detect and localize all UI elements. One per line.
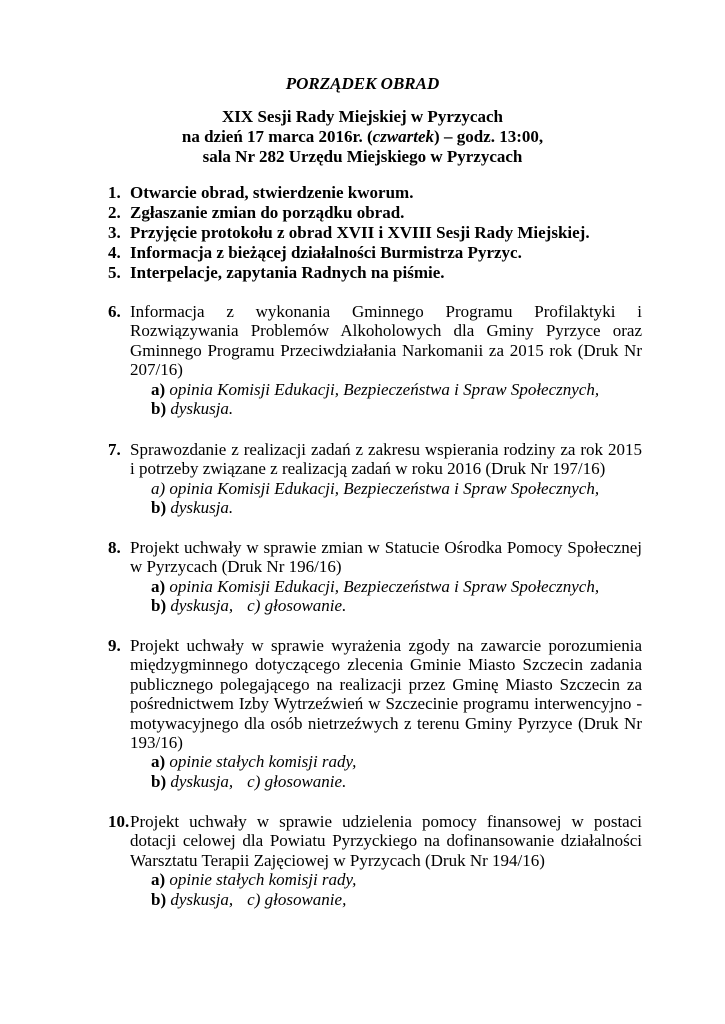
item-number: 3. (108, 223, 121, 242)
sub-letter: b) (151, 596, 167, 616)
sub-text: dyskusja. (170, 399, 234, 419)
session-date-prefix: na dzień 17 marca 2016r. ( (181, 127, 373, 146)
item-number: 6. (108, 302, 121, 321)
item-number: 10. (108, 812, 130, 831)
session-day: czwartek (372, 127, 435, 146)
sub-item-b (151, 596, 642, 615)
sub-letter: b) (151, 889, 167, 909)
item-text: Informacja z bieżącej działalności Burmistrza Pyrzyc. (130, 243, 522, 262)
sub-text: opinia Komisji Edukacji, Bezpieczeństwa i Spraw Społecznych, (169, 379, 600, 399)
sub-letter: a) (151, 870, 166, 890)
sub-item-b (151, 890, 642, 909)
session-room: sala Nr 282 Urzędu Miejskiego w Pyrzycach (202, 147, 523, 166)
sub-letter: a) (151, 752, 166, 772)
sub-text: opinie stałych komisji rady, (169, 752, 357, 772)
sub-item-a (151, 752, 642, 771)
sub-text: opinia Komisji Edukacji, Bezpieczeństwa i Spraw Społecznych, (169, 478, 600, 498)
sub-item-a (151, 577, 642, 596)
agenda-item-3 (108, 223, 642, 242)
sub-text: opinia Komisji Edukacji, Bezpieczeństwa i Spraw Społecznych, (169, 576, 600, 596)
sub-item-b (151, 772, 642, 791)
item-text: Projekt uchwały w sprawie wyrażenia zgody na zawarcie porozumienia międzygminnego dotyczącego zlecenia Gminie Miasto Szczecin zadania publicznego polegającego na realizacji przez Gminę Miasto Szczecin za pośrednictwem Izby Wytrzeźwień w Szczecinie programu interwencyjno - motywacyjnego dla osób nietrzeźwych z terenu Gminy Pyrzyce (Druk Nr 193/16) (130, 636, 642, 753)
item-number: 7. (108, 440, 121, 459)
sub-text: dyskusja, (170, 596, 234, 616)
agenda-item-2 (108, 203, 642, 222)
sub-text: dyskusja, (170, 771, 234, 791)
session-date-suffix: ) – godz. 13:00, (434, 127, 544, 146)
sub-letter: b) (151, 498, 167, 518)
item-text: Projekt uchwały w sprawie udzielenia pomocy finansowej w postaci dotacji celowej dla Powiatu Pyrzyckiego na dofinansowanie działalności Warsztatu Terapii Zajęciowej w Pyrzycach (Druk Nr 194/16) (130, 812, 642, 870)
agenda-item-1 (108, 183, 642, 202)
sub-item-b (151, 498, 642, 517)
item-text: Sprawozdanie z realizacji zadań z zakresu wspierania rodziny za rok 2015 i potrzeby związane z realizacją zadań w roku 2016 (Druk Nr 197/16) (130, 440, 642, 479)
sub-text: dyskusja, (170, 889, 234, 909)
document-title: PORZĄDEK OBRAD (285, 74, 440, 93)
item-text: Interpelacje, zapytania Radnych na piśmie. (130, 263, 445, 282)
session-name: XIX Sesji Rady Miejskiej w Pyrzycach (222, 107, 503, 126)
item-text: Otwarcie obrad, stwierdzenie kworum. (130, 183, 414, 202)
agenda-item-5 (108, 263, 642, 282)
sub-text-c: c) głosowanie, (247, 889, 347, 909)
agenda-item-10 (108, 812, 642, 909)
sub-item-a (151, 479, 642, 498)
item-number: 1. (108, 183, 121, 202)
sub-text: opinie stałych komisji rady, (169, 870, 357, 890)
item-number: 9. (108, 636, 121, 655)
item-number: 4. (108, 243, 121, 262)
item-number: 2. (108, 203, 121, 222)
item-text: Informacja z wykonania Gminnego Programu Profilaktyki i Rozwiązywania Problemów Alkoholowych dla Gminy Pyrzyce oraz Gminnego Programu Przeciwdziałania Narkomanii za 2015 rok (Druk Nr 207/16) (130, 302, 642, 380)
sub-text: dyskusja. (170, 498, 234, 518)
item-number: 8. (108, 538, 121, 557)
agenda-item-8 (108, 538, 642, 616)
item-text: Zgłaszanie zmian do porządku obrad. (130, 203, 405, 222)
agenda-item-9 (108, 636, 642, 791)
sub-text-c: c) głosowanie. (247, 596, 347, 616)
session-date (0, 127, 725, 147)
sub-letter: a) (151, 576, 166, 596)
agenda-item-6 (108, 302, 642, 418)
sub-item-a (151, 870, 642, 889)
sub-text-c: c) głosowanie. (247, 771, 347, 791)
sub-letter: a) (151, 478, 166, 498)
item-text: Przyjęcie protokołu z obrad XVII i XVIII Sesji Rady Miejskiej. (130, 223, 590, 242)
sub-letter: a) (151, 379, 166, 399)
agenda-item-4 (108, 243, 642, 262)
agenda-item-7 (108, 440, 642, 518)
sub-item-b (151, 399, 642, 418)
sub-letter: b) (151, 399, 167, 419)
sub-letter: b) (151, 771, 167, 791)
item-number: 5. (108, 263, 121, 282)
item-text: Projekt uchwały w sprawie zmian w Statucie Ośrodka Pomocy Społecznej w Pyrzycach (Druk Nr 196/16) (130, 538, 642, 577)
sub-item-a (151, 380, 642, 399)
